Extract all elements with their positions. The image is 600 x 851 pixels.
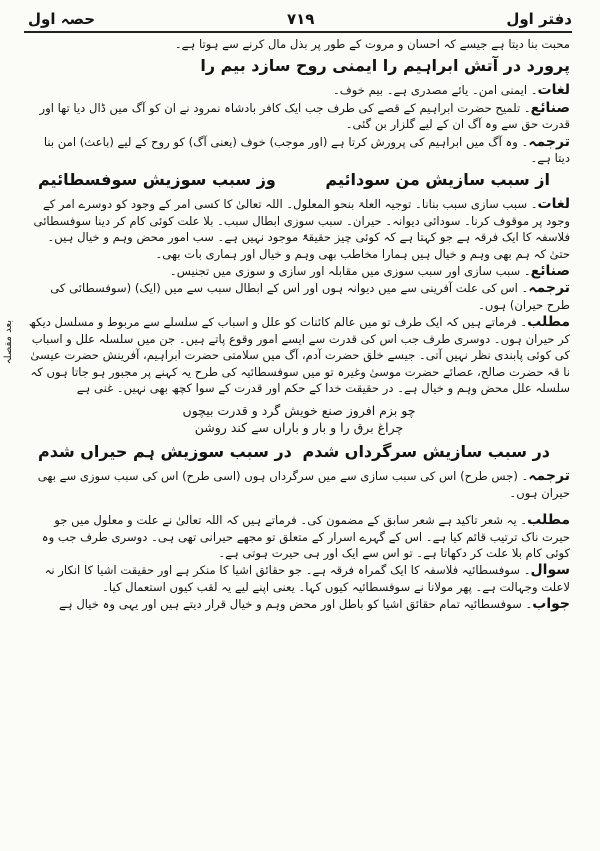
header-rule	[24, 31, 572, 33]
page-body	[28, 36, 570, 845]
margin-note: بعد مفصلہ	[3, 320, 14, 365]
paragraph: سوال۔ سوفسطائیہ فلاسفہ کا ایک گمراہ فرقہ ہے۔ جو حقائق اشیا کا منکر ہے اور حقیقت اشیا کا انکار نہ لاعلت وجہالت ہے۔ پھر مولانا نے سوفسطائیہ کیوں کہا۔ یعنی اپنے لیے یہ لقب کیوں استعمال کیا۔	[44, 562, 570, 594]
quoted-couplet	[28, 402, 570, 436]
section-label: مطلب	[527, 314, 570, 331]
page-number: ۷۱۹	[286, 10, 315, 28]
verse-hemistich-right: از سبب سازیش من سودائیم	[325, 170, 550, 190]
verse-hemistich-right: در سبب سازیش سرگرداں شدم	[302, 442, 550, 462]
couplet-line: چو بزم افروز صنع خویش گرد و قدرت بیچوں	[182, 403, 416, 419]
running-title-right: دفتر اول	[506, 10, 572, 28]
paragraph: محبت بنا دیتا ہے جیسے کہ احسان و مروت کے طور پر بذل مال کرنے سے ہوتا ہے۔	[174, 37, 570, 51]
persian-verse	[28, 168, 570, 192]
paragraph: لغات۔ سبب سازی سبب بنانا۔ توجیہ العلۃ بنحو المعلول۔ اللہ تعالیٰ کا کسی امر کے وجود کو دوسرے امر کے وجود پر موقوف کرنا۔ سودائی دیوانہ۔ حیران۔ سبب سوزی ابطال سبب۔ بلا علت کوئی کام کر دینا سوفسطائی فلاسفہ کا ایک فرقہ ہے جو کہتا ہے کہ کوئی چیز حقیقۃً موجود نہیں ہے۔ سب امور محض وہم و خیال ہیں۔ حتیٰ کہ ہم بھی وہم و خیال ہیں ہمارا مخاطب بھی وہم و خیال اور ہماری بات بھی۔	[33, 196, 570, 261]
section-label: صنائع	[530, 263, 570, 280]
verse-hemistich-left: در سبب سوزیش ہم حیراں شدم	[38, 442, 292, 462]
couplet-line: چراغ برق را و بار و باراں سے کند روشن	[194, 420, 404, 436]
paragraph: ترجمہ۔ (جس طرح) اس کی سبب سازی سے میں سرگرداں ہوں (اسی طرح) اس کی سبب سوزی سے بھی حیران ہوں۔	[37, 468, 570, 500]
section-label: ترجمہ	[528, 280, 570, 297]
paragraph: مطلب۔ یہ شعر تاکید ہے شعر سابق کے مضمون کی۔ فرماتے ہیں کہ اللہ تعالیٰ نے علت و معلول میں جو حیرت ناک ترتیب قائم کیا ہے۔ اس کے گہرے اسرار کے متعلق تو مجھے حیرانی تھی ہی۔ دوسری طرف جب وہ کوئی کام بلا علت کر دکھاتا ہے۔ تو اس سے ایک اور ہی حیرت ہوتی ہے۔	[41, 512, 570, 560]
section-label: جواب	[532, 596, 570, 613]
section-label: ترجمہ	[528, 133, 570, 150]
spacer	[28, 502, 570, 512]
page-header	[28, 8, 572, 30]
section-label: مطلب	[527, 512, 570, 529]
paragraph: صنائع۔ تلمیح حضرت ابراہیم کے قصے کی طرف جب ایک کافر بادشاہ نمرود نے ان کو آگ میں ڈال دیا تھا اور قدرت حق سے وہ آگ ان کے لیے گلزار بن گئی۔	[39, 99, 570, 132]
paragraph: صنائع۔ سبب سازی اور سبب سوزی میں مقابلہ اور سازی و سوزی میں تجنیس۔	[169, 263, 570, 280]
paragraph: لغات۔ ایمنی امن۔ یائے مصدری ہے۔ بیم خوف۔	[332, 82, 570, 99]
persian-verse	[28, 440, 570, 464]
section-label: صنائع	[530, 99, 570, 116]
section-label: لغات	[537, 196, 570, 213]
paragraph: ترجمہ۔ وہ آگ میں ابراہیم کی پرورش کرتا ہے (اور موجب) خوف (یعنی آگ) کو روح کے لیے (باعث) امن بنا دیتا ہے۔	[43, 133, 570, 166]
section-label: سوال	[530, 562, 570, 579]
section-label: ترجمہ	[528, 468, 570, 485]
paragraph: مطلب۔ فرماتے ہیں کہ ایک طرف تو میں عالم کائنات کو علل و اسباب کے سلسلے سے مربوط و مسلسل دیکھ کر حیران ہوں۔ دوسری طرف جب اس کی قدرت سے ایسے امور وقوع پاتے ہیں۔ جن میں سلسلہ علل و اسباب کی کوئی پابندی نظر نہیں آتی۔ جیسے خلق حضرت آدم، آگ میں سلامتی حضرت ابراہیم، آفرینش حضرت عیسیٰ نا قہ حضرت صالح، عصائے حضرت موسیٰ وغیرہ تو میں سوفسطائیہ کی طرح یہ کہنے پر مجبور ہو جاتا ہوں کہ سلسلہ علل محض وہم و خیال ہے۔ در حقیقت خدا کے حکم اور قدرت کے سوا کچھ بھی نہیں۔ غنی ہے	[28, 314, 570, 395]
paragraph: جواب۔ سوفسطائیہ تمام حقائق اشیا کو باطل اور محض وہم و خیال قرار دیتے ہیں اور یہی وہ خیال ہے	[59, 596, 570, 613]
section-label: لغات	[537, 82, 570, 99]
paragraph: ترجمہ۔ اس کی علت آفرینی سے میں دیوانہ ہوں اور اس کے ابطال سبب سے میں (ایک) (سوفسطائی کی طرح حیران) ہوں۔	[50, 280, 570, 312]
persian-verse: پرورد در آتش ابراہیم را ایمنی روح سازد بیم را	[200, 56, 570, 76]
verse-hemistich-left: وز سبب سوزیش سوفسطائیم	[38, 170, 276, 190]
running-title-left: حصہ اول	[28, 10, 96, 28]
